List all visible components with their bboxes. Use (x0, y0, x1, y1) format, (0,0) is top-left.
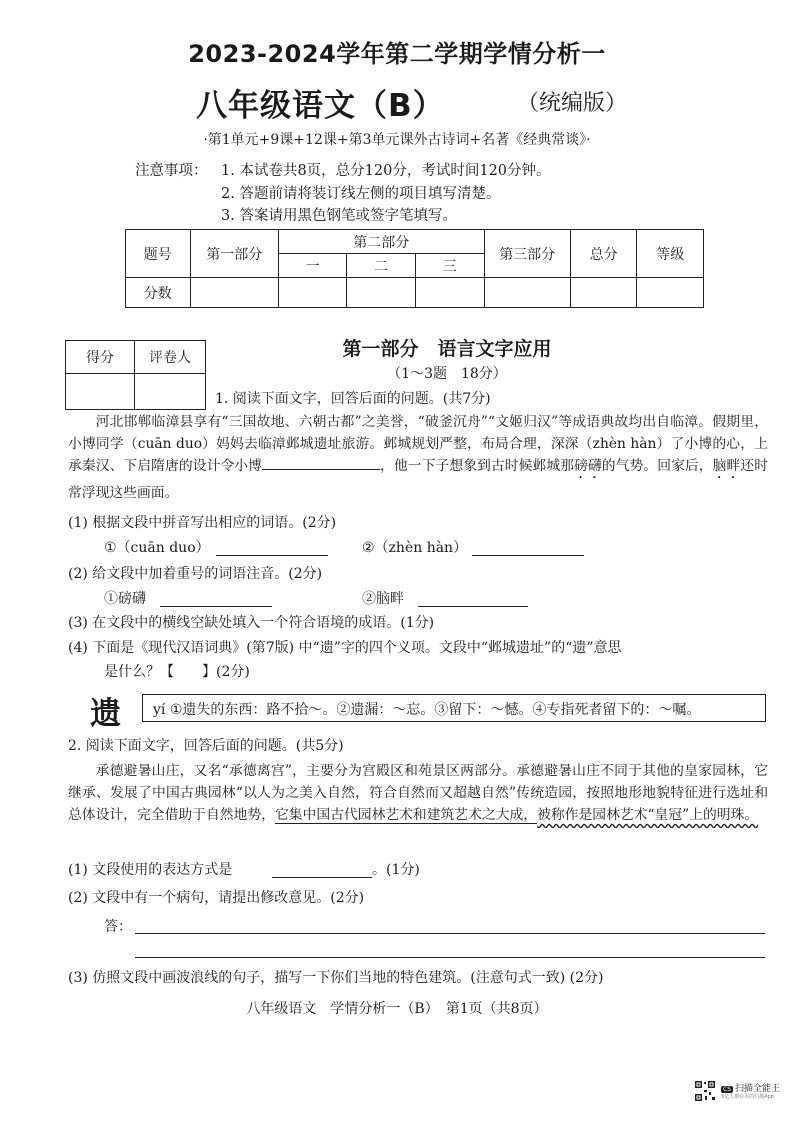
q1-passage-d: 还时常浮现这些画面。 (68, 458, 769, 501)
score-table-question-header: 题号 (126, 230, 191, 278)
score-table-part2-sub3: 三 (415, 254, 484, 278)
q2-sub2-answer-line2[interactable] (135, 956, 765, 958)
exam-edition: （统编版） (517, 91, 628, 116)
q1-sub1-a-label: ①（cuān duo） (104, 540, 210, 556)
q1-sub2-a-blank[interactable] (160, 605, 272, 607)
q1-dot-word1: 磅礴 (574, 458, 602, 474)
q2-wavy-sentence: 被称作是园林艺术“皇冠”上的明珠。 (537, 807, 759, 823)
q1-sub2-a-label: ①磅礴 (104, 591, 146, 607)
exam-title-line1: 2023-2024学年第二学期学情分析一 (188, 40, 606, 68)
score-cell[interactable] (278, 278, 347, 308)
section1-subtitle: （1～3题 18分） (387, 366, 507, 382)
score-table (125, 229, 704, 308)
score-cell[interactable] (637, 278, 704, 308)
q2-underlined-sentence: 它集中国古代园林艺术和建筑艺术之大成， (274, 807, 538, 823)
q1-dot-word2: 脑畔 (712, 458, 741, 474)
score-cell[interactable] (484, 278, 570, 308)
watermark-sub: 3亿人都在用的扫描App (721, 1094, 774, 1100)
watermark-badge: CS (723, 1086, 731, 1093)
q2-sub1: (1) 文段使用的表达方式是 (68, 862, 233, 878)
q2-prompt: 2. 阅读下面文字，回答后面的问题。(共5分) (68, 738, 344, 754)
section1-title: 第一部分 语言文字应用 (342, 338, 552, 360)
q2-sub2-answer-label: 答： (104, 919, 132, 935)
exam-scope: ·第1单元+9课+12课+第3单元课外古诗词+名著《经典常谈》· (203, 132, 591, 148)
q1-passage-c: 的气势。回家后， (601, 458, 713, 474)
score-table-part3-header: 第三部分 (484, 230, 570, 278)
q1-sub1-b-blank[interactable] (472, 554, 584, 556)
grader-name-label: 评卷人 (135, 341, 206, 374)
dict-entry-box (142, 694, 766, 722)
q1-sub2: (2) 给文段中加着重号的词语注音。(2分) (68, 566, 323, 582)
q2-sub2: (2) 文段中有一个病句，请提出修改意见。(2分) (68, 890, 365, 906)
q1-passage (68, 411, 768, 504)
score-table-total-header: 总分 (570, 230, 637, 278)
q2-sub3: (3) 仿照文段中画波浪线的句子，描写一下你们当地的特色建筑。(注意句式一致) (2分) (68, 970, 604, 986)
q2-sub1-blank[interactable] (272, 876, 372, 878)
q1-sub3: (3) 在文段中的横线空缺处填入一个符合语境的成语。(1分) (68, 615, 435, 631)
dict-character: 遗 (90, 696, 121, 732)
page-footer: 八年级语文 学情分析一（B） 第1页（共8页） (246, 1001, 548, 1017)
score-table-score-label: 分数 (126, 278, 191, 308)
note-item-1: 1. 本试卷共8页，总分120分，考试时间120分钟。 (221, 163, 551, 179)
q1-sub1: (1) 根据文段中拼音写出相应的词语。(2分) (68, 515, 337, 531)
q2-sub2-answer-line1[interactable] (135, 932, 765, 934)
q2-passage (68, 760, 768, 826)
score-table-part2-header: 第二部分 (278, 230, 484, 254)
q1-sub4-line1: (4) 下面是《现代汉语词典》(第7版) 中“遗”字的四个义项。文段中“邺城遗址”的“遗”意思 (68, 640, 622, 656)
q1-passage-b: ，他一下子想象到古时候邺城那 (380, 458, 575, 474)
q1-passage-a: 河北邯郸临漳县享有“三国故地、六朝古都”之美誉，“破釜沉舟”“文姬归汉”等成语典故均出自临漳。假期里，小博同学（cuān duo）妈妈去临漳邺城遗址旅游。邺城规划严整，布局合理，深深（zhèn hàn）了小博的心，上承秦汉、下启隋唐的设计令小博 (68, 414, 768, 474)
score-table-part1-header: 第一部分 (190, 230, 278, 278)
q1-idiom-blank[interactable] (262, 468, 380, 470)
qr-code-icon (694, 1080, 716, 1102)
score-cell[interactable] (570, 278, 637, 308)
score-table-grade-header: 等级 (637, 230, 704, 278)
score-cell[interactable] (347, 278, 416, 308)
q1-prompt: 1. 阅读下面文字，回答后面的问题。(共7分) (215, 391, 491, 407)
score-cell[interactable] (190, 278, 278, 308)
q1-sub2-b-blank[interactable] (418, 605, 528, 607)
q1-sub1-a-blank[interactable] (216, 554, 328, 556)
dict-entry-text: yí ①遗失的东西：路不拾～。②遗漏：～忘。③留下：～憾。④专指死者留下的：～嘱。 (153, 702, 701, 718)
note-item-3: 3. 答案请用黑色钢笔或签字笔填写。 (221, 208, 457, 224)
watermark-name: 扫描全能王 (735, 1084, 781, 1094)
score-table-part2-sub1: 一 (278, 254, 347, 278)
q2-sub1-end: 。(1分) (372, 862, 420, 878)
score-table-part2-sub2: 二 (347, 254, 416, 278)
exam-title-line2: 八年级语文（B） (196, 88, 445, 124)
q1-sub1-b-label: ②（zhèn hàn） (362, 540, 468, 556)
q1-sub2-b-label: ②脑畔 (362, 591, 404, 607)
grader-score-label: 得分 (66, 341, 135, 374)
q2-passage-a: 承德避暑山庄，又名“承德离宫”，主要分为宫殿区和苑景区两部分。承德避暑山庄不同于其他的皇家园林，它继承、发展了中国古典园林“以人为之美入自然，符合自然而又超越自然”传统造园，按照地形地貌特征进行选址和总体设计，完全借助于自然地势， (68, 763, 768, 823)
note-item-2: 2. 答题前请将装订线左侧的项目填写清楚。 (221, 186, 501, 202)
score-cell[interactable] (415, 278, 484, 308)
notes-label: 注意事项： (135, 163, 208, 179)
q1-sub4-line2: 是什么？【 】(2分) (104, 664, 250, 680)
